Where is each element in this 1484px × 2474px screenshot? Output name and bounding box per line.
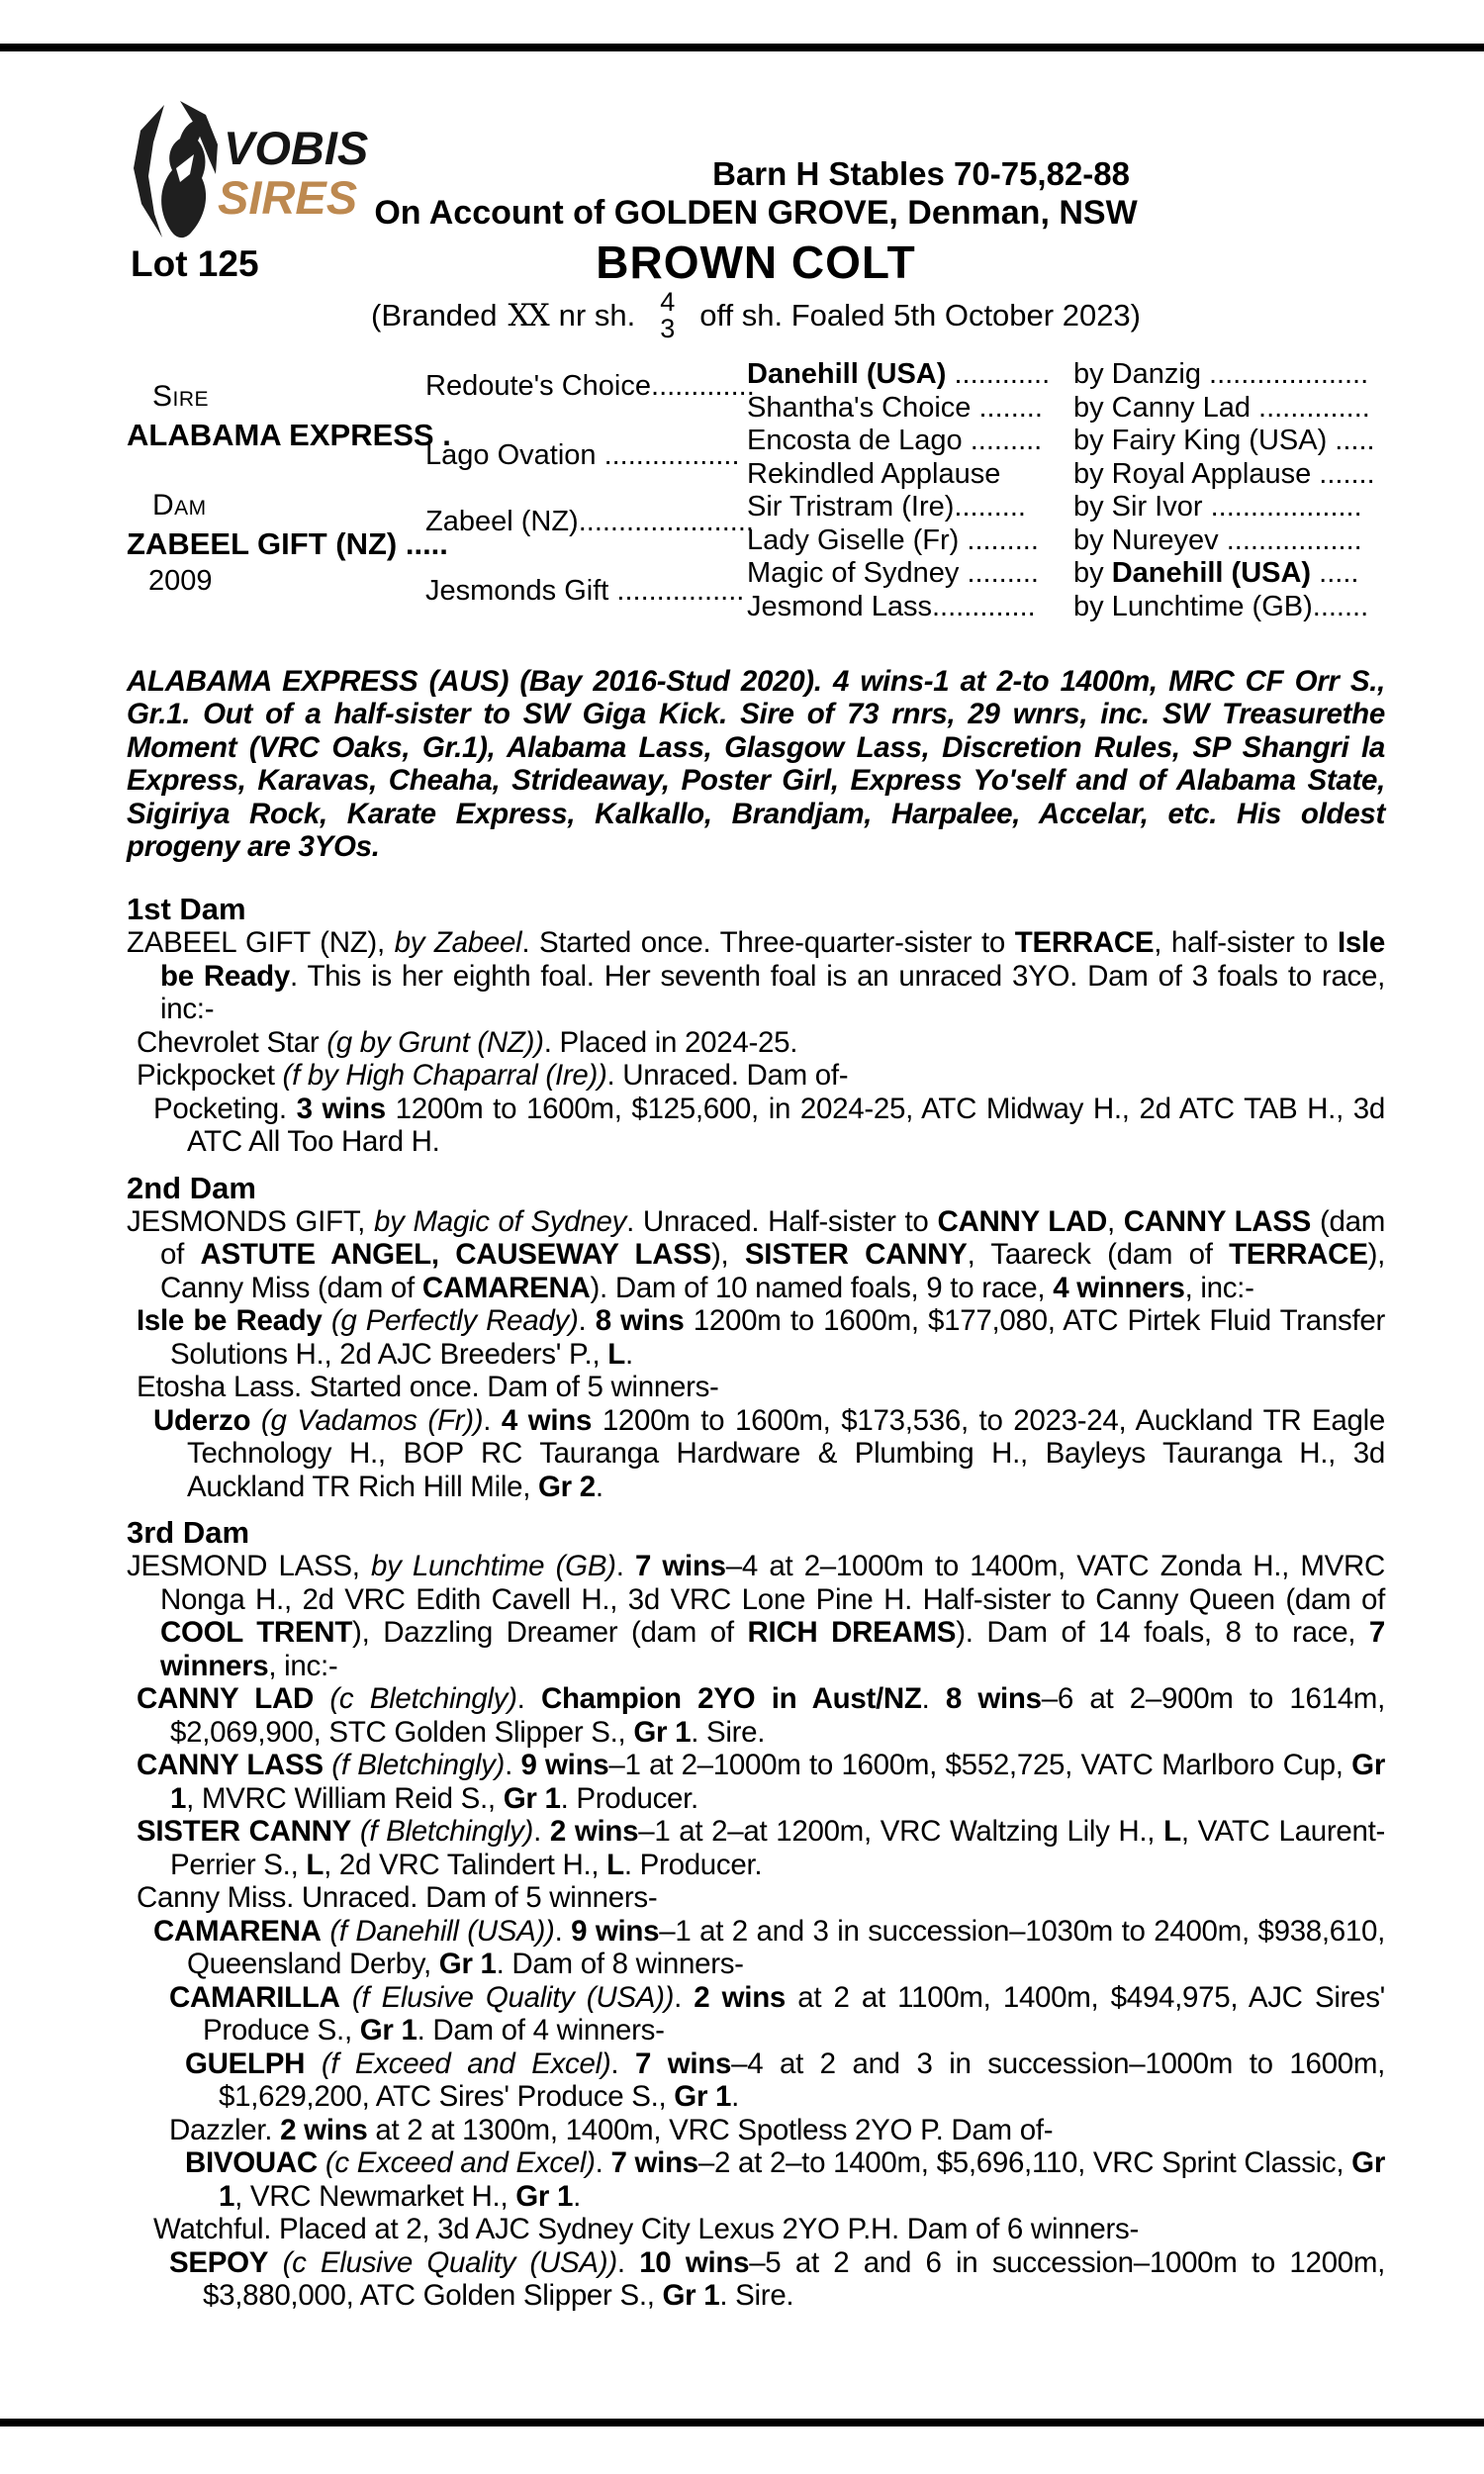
pedigree-row	[747, 392, 1385, 426]
entry-etosha-lass: Etosha Lass. Started once. Dam of 5 winners-	[137, 1371, 719, 1403]
brand-mark: XX	[508, 298, 548, 333]
entry-canny-lad: CANNY LAD (c Bletchingly). Champion 2YO in Aust/NZ. 8 wins–6 at 2–900m to 1614m, $2,069,900, STC Golden Slipper S., Gr 1. Sire.	[137, 1682, 1385, 1749]
barn-stables: Barn H Stables 70-75,82-88	[712, 155, 1130, 192]
ancestor-sire: by Nureyev .................	[1073, 523, 1362, 556]
entry-guelph: GUELPH (f Exceed and Excel). 7 wins–4 at 2 and 3 in succession–1000m to 1600m, $1,629,200, ATC Sires' Produce S., Gr 1.	[185, 2046, 1385, 2113]
pedigree-row	[747, 425, 1385, 458]
section-first-dam	[127, 893, 1385, 1159]
branding-line	[127, 289, 1385, 342]
entry-isle-be-ready: Isle be Ready (g Perfectly Ready). 8 wins 1200m to 1600m, $177,080, ATC Pirtek Fluid Transfer Solutions H., 2d AJC Breeders' P., L.	[137, 1304, 1385, 1371]
entry-zabeel-gift: ZABEEL GIFT (NZ), by Zabeel. Started once. Three-quarter-sister to TERRACE, half-sister to Isle be Ready. This is her eighth foal. Her seventh foal is an unraced 3YO. Dam of 3 foals to race, inc:-	[127, 926, 1386, 1025]
logo-text-vobis: VOBIS	[224, 122, 369, 174]
pedigree-row	[747, 591, 1385, 624]
ancestor-sire: by Danzig ....................	[1073, 358, 1369, 390]
sire-blurb: ALABAMA EXPRESS (AUS) (Bay 2016-Stud 2020). 4 wins-1 at 2-to 1400m, MRC CF Orr S., Gr.1. Out of a half-sister to SW Giga Kick. Sire of 73 rnrs, 29 wnrs, inc. SW Treasurethe Moment (VRC Oaks, Gr.1), Alabama Lass, Glasgow Lass, Discretion Rules, SP Shangri la Express, Karavas, Cheaha, Strideaway, Poster Girl, Express Yo'self and of Alabama State, Sigiriya Rock, Karate Express, Kalkallo, Brandjam, Harpalee, Accelar, etc. His oldest progeny are 3YOs.	[127, 664, 1385, 863]
lot-number: Lot 125	[131, 243, 259, 284]
entry-camarena: CAMARENA (f Danehill (USA)). 9 wins–1 at 2 and 3 in succession–1030m to 2400m, $938,610, Queensland Derby, Gr 1. Dam of 8 winners-	[153, 1914, 1386, 1980]
ancestor-name: Shantha's Choice ........	[747, 391, 1043, 424]
vendor-account: On Account of GOLDEN GROVE, Denman, NSW	[374, 194, 1138, 232]
entry-canny-lass: CANNY LASS (f Bletchingly). 9 wins–1 at 2–1000m to 1600m, $552,725, VATC Marlboro Cup, Gr 1, MVRC William Reid S., Gr 1. Producer.	[137, 1749, 1385, 1815]
branded-nr-sh: nr sh.	[558, 298, 636, 333]
entry-sepoy: SEPOY (c Elusive Quality (USA)). 10 wins–5 at 2 and 6 in succession–1000m to 1200m, $3,880,000, ATC Golden Slipper S., Gr 1. Sire.	[169, 2245, 1386, 2312]
pedigree-row	[747, 524, 1385, 558]
brand-number-bottom: 3	[660, 314, 676, 343]
page-title: BROWN COLT	[596, 237, 916, 288]
grandam-sire-side: Lago Ovation .................	[425, 439, 740, 471]
grandam-dam-side: Jesmonds Gift ................	[425, 575, 745, 607]
ancestor-sire: by Lunchtime (GB).......	[1073, 590, 1369, 622]
entry-pickpocket: Pickpocket (f by High Chaparral (Ire)). Unraced. Dam of-	[137, 1059, 849, 1092]
third-dam-heading: 3rd Dam	[127, 1515, 250, 1550]
pedigree-row	[747, 557, 1385, 591]
bottom-rule	[0, 2419, 1484, 2426]
ancestor-sire: by Danehill (USA) .....	[1073, 557, 1359, 589]
section-second-dam	[127, 1172, 1385, 1504]
entry-chevrolet-star: Chevrolet Star (g by Grunt (NZ)). Placed in 2024-25.	[137, 1025, 798, 1059]
second-dam-heading: 2nd Dam	[127, 1170, 256, 1205]
entry-uderzo: Uderzo (g Vadamos (Fr)). 4 wins 1200m to 1600m, $173,536, to 2023-24, Auckland TR Eagle Technology H., BOP RC Tauranga Hardware & Plumbing H., Bayleys Tauranga H., 3d Auckland TR Rich Hill Mile, Gr 2.	[153, 1403, 1385, 1503]
ancestor-sire: by Sir Ivor ...................	[1073, 491, 1362, 523]
entry-jesmond-lass: JESMOND LASS, by Lunchtime (GB). 7 wins–4 at 2–1000m to 1400m, VATC Zonda H., MVRC Nonga H., 2d VRC Edith Cavell H., 3d VRC Lone Pine H. Half-sister to Canny Queen (dam of COOL TRENT), Dazzling Dreamer (dam of RICH DREAMS). Dam of 14 foals, 8 to race, 7 winners, inc:-	[127, 1550, 1386, 1682]
brand-number-fraction	[660, 289, 675, 342]
ancestor-sire: by Canny Lad ..............	[1073, 391, 1370, 424]
ancestor-name: Danehill (USA) ............	[747, 358, 1051, 390]
ancestor-name: Jesmond Lass.............	[747, 590, 1036, 622]
pedigree-row	[747, 458, 1385, 492]
top-rule	[0, 44, 1484, 51]
sire-label: Sire	[152, 380, 210, 413]
ancestor-name: Rekindled Applause	[747, 457, 1001, 490]
dam-foaling-year: 2009	[148, 565, 213, 597]
branded-open: (Branded	[371, 298, 498, 333]
ancestor-name: Lady Giselle (Fr) .........	[747, 523, 1039, 556]
first-dam-heading: 1st Dam	[127, 892, 246, 926]
ancestor-name: Sir Tristram (Ire).........	[747, 491, 1026, 523]
pedigree-column-3	[747, 358, 1385, 623]
catalogue-body	[127, 635, 1385, 2313]
brand-number-top: 4	[660, 287, 676, 317]
ancestor-name: Magic of Sydney .........	[747, 557, 1039, 589]
grandsire: Redoute's Choice.............	[425, 370, 755, 402]
logo-text-sires: SIRES	[218, 171, 358, 224]
branded-close: off sh. Foaled 5th October 2023)	[699, 298, 1141, 333]
entry-sister-canny: SISTER CANNY (f Bletchingly). 2 wins–1 at 2–at 1200m, VRC Waltzing Lily H., L, VATC Laurent-Perrier S., L, 2d VRC Talindert H., L. Producer.	[137, 1815, 1386, 1881]
ancestor-sire: by Fairy King (USA) .....	[1073, 425, 1375, 456]
entry-jesmonds-gift: JESMONDS GIFT, by Magic of Sydney. Unraced. Half-sister to CANNY LAD, CANNY LASS (dam of ASTUTE ANGEL, CAUSEWAY LASS), SISTER CANNY, Taareck (dam of TERRACE), Canny Miss (dam of CAMARENA). Dam of 10 named foals, 9 to race, 4 winners, inc:-	[127, 1204, 1385, 1304]
damsire: Zabeel (NZ)......................	[425, 506, 754, 537]
dam-name: ZABEEL GIFT (NZ) .....	[127, 526, 448, 561]
entry-pocketing: Pocketing. 3 wins 1200m to 1600m, $125,600, in 2024-25, ATC Midway H., 2d ATC TAB H., 3d ATC All Too Hard H.	[153, 1092, 1385, 1158]
sire-name: ALABAMA EXPRESS .	[127, 418, 451, 452]
entry-dazzler: Dazzler. 2 wins at 2 at 1300m, 1400m, VRC Spotless 2YO P. Dam of-	[169, 2113, 1054, 2146]
pedigree-row	[747, 491, 1385, 524]
ancestor-sire: by Royal Applause .......	[1073, 457, 1375, 490]
entry-bivouac: BIVOUAC (c Exceed and Excel). 7 wins–2 at 2–to 1400m, $5,696,110, VRC Sprint Classic, Gr 1, VRC Newmarket H., Gr 1.	[185, 2146, 1385, 2213]
section-third-dam	[127, 1516, 1385, 2313]
entry-watchful: Watchful. Placed at 2, 3d AJC Sydney City Lexus 2YO P.H. Dam of 6 winners-	[153, 2213, 1140, 2245]
entry-camarilla: CAMARILLA (f Elusive Quality (USA)). 2 wins at 2 at 1100m, 1400m, $494,975, AJC Sires' Produce S., Gr 1. Dam of 4 winners-	[169, 1980, 1385, 2046]
dam-label: Dam	[152, 489, 207, 522]
ancestor-name: Encosta de Lago .........	[747, 425, 1043, 456]
pedigree-table	[127, 356, 1385, 633]
entry-canny-miss: Canny Miss. Unraced. Dam of 5 winners-	[137, 1881, 658, 1914]
pedigree-row	[747, 358, 1385, 392]
